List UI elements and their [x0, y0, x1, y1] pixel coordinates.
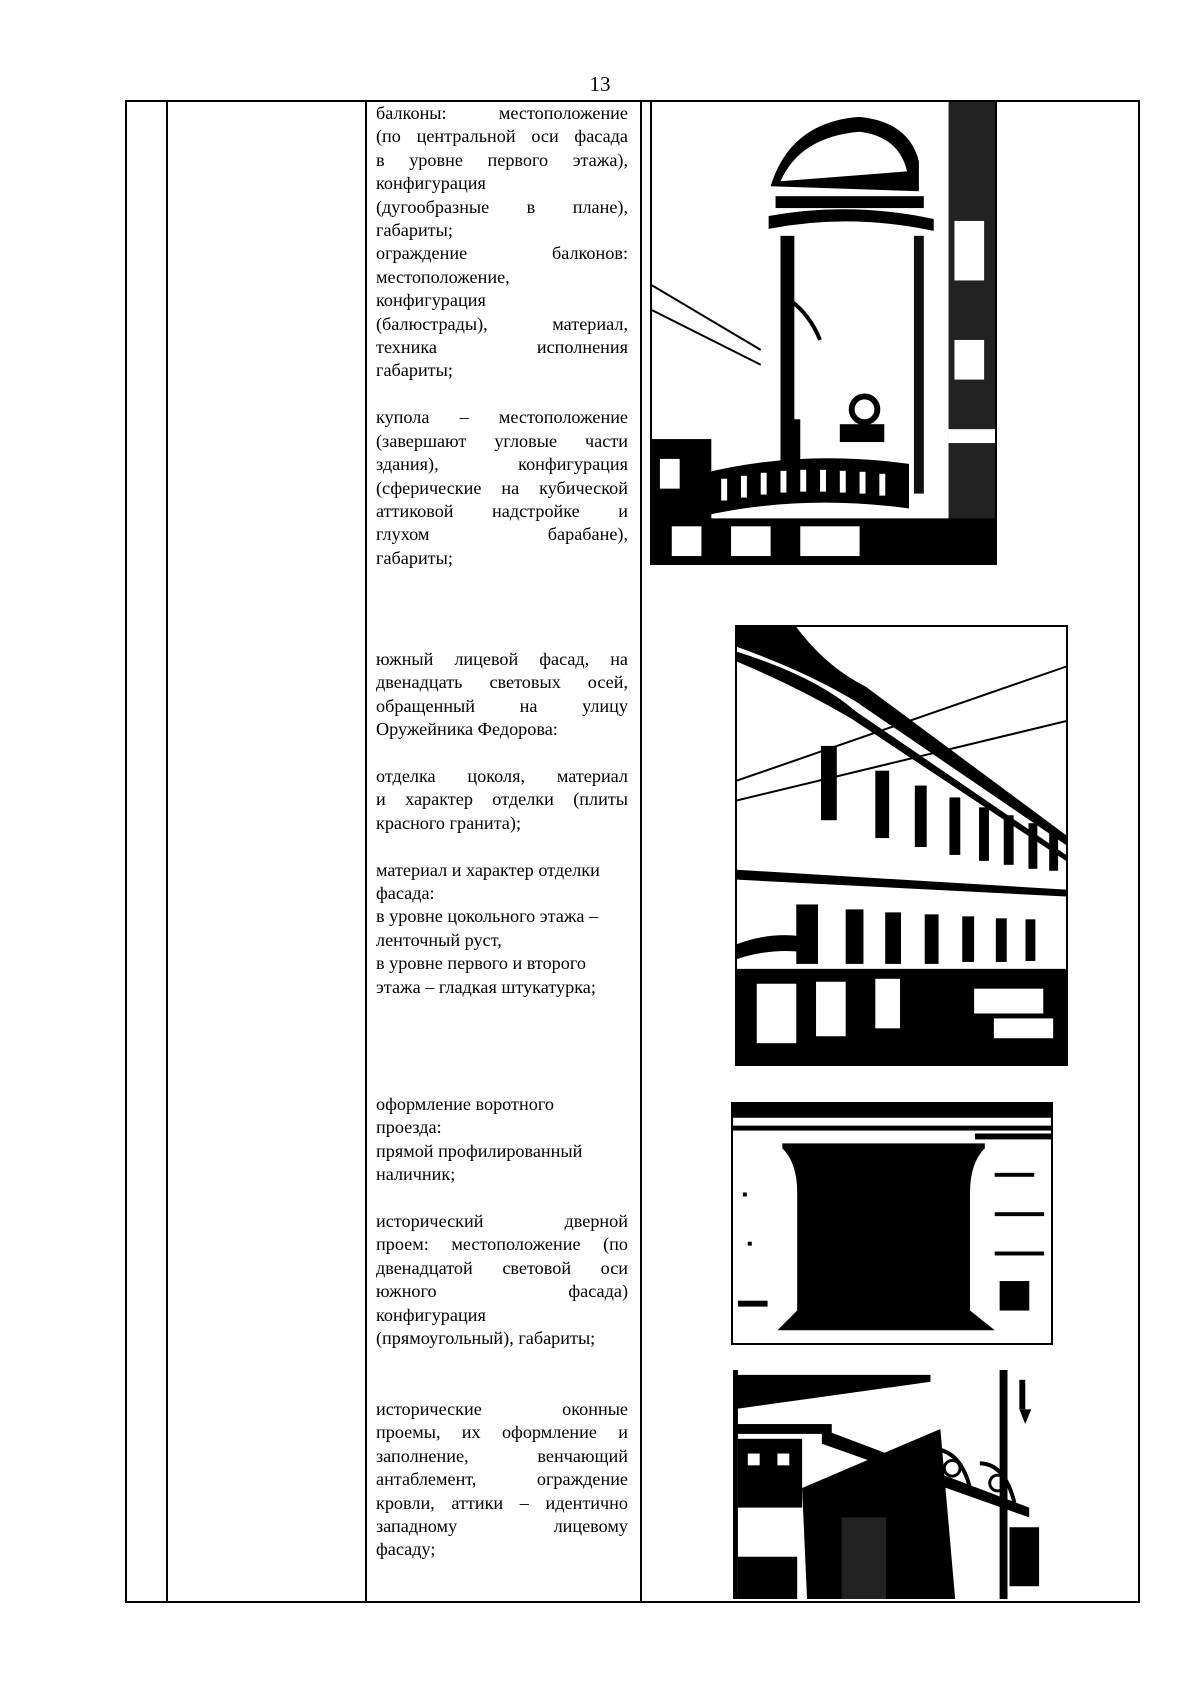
text-line: обращенный на улицу: [376, 695, 628, 716]
text-line: фасада:: [376, 883, 435, 904]
text-line: (сферические на кубической: [376, 477, 628, 498]
photo-south-facade: [735, 625, 1068, 1066]
text-line: здания), конфигурация: [376, 454, 628, 475]
text-line: отделка цоколя, материал: [376, 766, 628, 787]
text-line: купола – местоположение: [376, 407, 628, 428]
text-line: (балюстрады), материал,: [376, 313, 628, 334]
text-line: глухом барабане),: [376, 524, 628, 545]
text-line: материал и характер отделки: [376, 859, 600, 880]
page-number: 13: [589, 72, 611, 96]
text-line: красного гранита);: [376, 812, 521, 833]
text-line: ленточный руст,: [376, 929, 502, 950]
text-line: южный лицевой фасад, на: [376, 649, 628, 669]
column-divider-1: [166, 100, 168, 1603]
text-line: проем: местоположение (по: [376, 1234, 628, 1255]
text-line: южного фасада): [376, 1281, 628, 1302]
text-line: двенадцатой световой оси: [376, 1257, 628, 1278]
text-line: наличник;: [376, 1164, 456, 1185]
text-line: габариты;: [376, 360, 453, 381]
text-line: и характер отделки (плиты: [376, 789, 628, 810]
text-line: (прямоугольный), габариты;: [376, 1328, 596, 1349]
text-line: габариты;: [376, 547, 453, 568]
text-line: оформление воротного: [376, 1094, 554, 1114]
text-line: фасаду;: [376, 1539, 436, 1560]
text-line: конфигурация: [376, 1304, 486, 1325]
photo-entrance-canopy: [731, 1368, 1048, 1601]
text-line: (по центральной оси фасада: [376, 126, 628, 147]
text-line: в уровне первого этажа),: [376, 149, 628, 170]
text-line: [376, 1187, 628, 1210]
text-line: заполнение, венчающий: [376, 1445, 628, 1466]
text-line: конфигурация: [376, 290, 486, 311]
text-line: западному лицевому: [376, 1516, 628, 1537]
text-line: антаблемент, ограждение: [376, 1469, 628, 1490]
text-line: в уровне цокольного этажа –: [376, 906, 599, 927]
text-line: Оружейника Федорова:: [376, 719, 558, 740]
text-block-gate-door: [376, 1093, 628, 1350]
text-line: балконы: местоположение: [376, 103, 628, 123]
text-line: габариты;: [376, 220, 453, 241]
text-line: исторический дверной: [376, 1211, 628, 1232]
text-line: ограждение балконов:: [376, 243, 628, 264]
text-line: (завершают угловые части: [376, 430, 628, 451]
text-line: [376, 835, 628, 858]
text-line: в уровне первого и второго: [376, 953, 586, 974]
text-line: аттиковой надстройке и: [376, 500, 628, 521]
text-block-balconies-domes: [376, 102, 628, 570]
text-line: техника исполнения: [376, 337, 628, 358]
text-block-south-facade: [376, 648, 628, 999]
text-line: этажа – гладкая штукатурка;: [376, 976, 596, 997]
text-line: конфигурация: [376, 173, 486, 194]
photo-gate-passage: [731, 1102, 1053, 1345]
text-line: исторические оконные: [376, 1399, 628, 1419]
text-line: кровли, аттики – идентично: [376, 1492, 628, 1513]
column-divider-3: [640, 100, 642, 1603]
photo-corner-tower: [650, 100, 997, 565]
text-line: двенадцать световых осей,: [376, 672, 628, 693]
text-line: [376, 383, 628, 406]
text-line: прямой профилированный: [376, 1140, 583, 1161]
text-line: местоположение,: [376, 266, 510, 287]
text-line: [376, 742, 628, 765]
text-line: проемы, их оформление и: [376, 1422, 628, 1443]
column-divider-2: [365, 100, 367, 1603]
text-line: (дугообразные в плане),: [376, 196, 628, 217]
text-block-windows: [376, 1398, 628, 1562]
text-line: проезда:: [376, 1117, 442, 1138]
